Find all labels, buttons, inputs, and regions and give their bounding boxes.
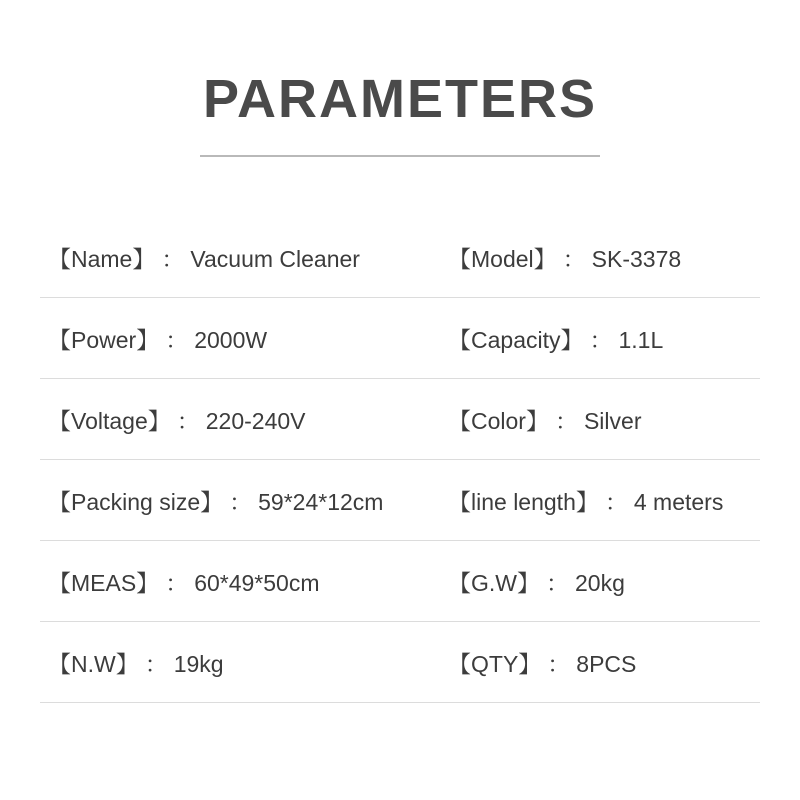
- spec-cell: [40, 484, 440, 517]
- spec-separator: ：: [161, 245, 185, 272]
- table-row: [40, 217, 760, 298]
- spec-cell: [440, 484, 760, 517]
- spec-separator: ：: [176, 407, 200, 434]
- spec-key: 【N.W】: [48, 650, 139, 677]
- parameters-table: [40, 217, 760, 703]
- spec-value: 60*49*50cm: [194, 569, 320, 596]
- spec-cell: [440, 322, 760, 355]
- spec-value: 19kg: [173, 650, 224, 677]
- spec-separator: ：: [589, 326, 613, 353]
- spec-value: Vacuum Cleaner: [190, 245, 360, 272]
- spec-key: 【G.W】: [448, 569, 540, 596]
- table-row: [40, 460, 760, 541]
- page-title: PARAMETERS: [202, 69, 598, 129]
- spec-value: 20kg: [575, 569, 625, 596]
- spec-separator: ：: [165, 326, 189, 353]
- spec-value: 220-240V: [205, 407, 306, 434]
- table-row: [40, 622, 760, 703]
- spec-separator: ：: [547, 650, 571, 677]
- spec-separator: ：: [229, 488, 253, 515]
- spec-key: 【Voltage】: [48, 407, 171, 434]
- spec-cell: [440, 565, 760, 598]
- spec-separator: ：: [554, 407, 578, 434]
- spec-key: 【Color】: [448, 407, 549, 434]
- table-row: [40, 298, 760, 379]
- spec-cell: [440, 241, 760, 274]
- spec-cell: [440, 403, 760, 436]
- spec-cell: [40, 403, 440, 436]
- spec-cell: [40, 322, 440, 355]
- title-block: [0, 0, 800, 157]
- spec-value: 2000W: [194, 326, 268, 353]
- spec-value: 1.1L: [618, 326, 664, 353]
- spec-separator: ：: [546, 569, 569, 596]
- spec-key: 【Capacity】: [448, 326, 584, 353]
- spec-key: 【Model】: [448, 245, 557, 272]
- spec-key: 【line length】: [448, 488, 599, 515]
- spec-value: 4 meters: [633, 488, 724, 515]
- spec-key: 【Power】: [48, 326, 160, 353]
- spec-separator: ：: [604, 488, 628, 515]
- title-divider: [200, 155, 600, 157]
- spec-value: 8PCS: [576, 650, 637, 677]
- table-row: [40, 379, 760, 460]
- table-row: [40, 541, 760, 622]
- spec-cell: [40, 565, 440, 598]
- spec-cell: [40, 646, 440, 679]
- spec-separator: ：: [144, 650, 168, 677]
- spec-key: 【Name】: [48, 245, 156, 272]
- spec-key: 【QTY】: [448, 650, 542, 677]
- spec-separator: ：: [562, 245, 586, 272]
- spec-cell: [40, 241, 440, 274]
- spec-key: 【Packing size】: [48, 488, 224, 515]
- spec-key: 【MEAS】: [48, 569, 160, 596]
- spec-value: Silver: [583, 407, 642, 434]
- spec-separator: ：: [165, 569, 189, 596]
- spec-value: 59*24*12cm: [258, 488, 384, 515]
- spec-cell: [440, 646, 760, 679]
- spec-value: SK-3378: [591, 245, 682, 272]
